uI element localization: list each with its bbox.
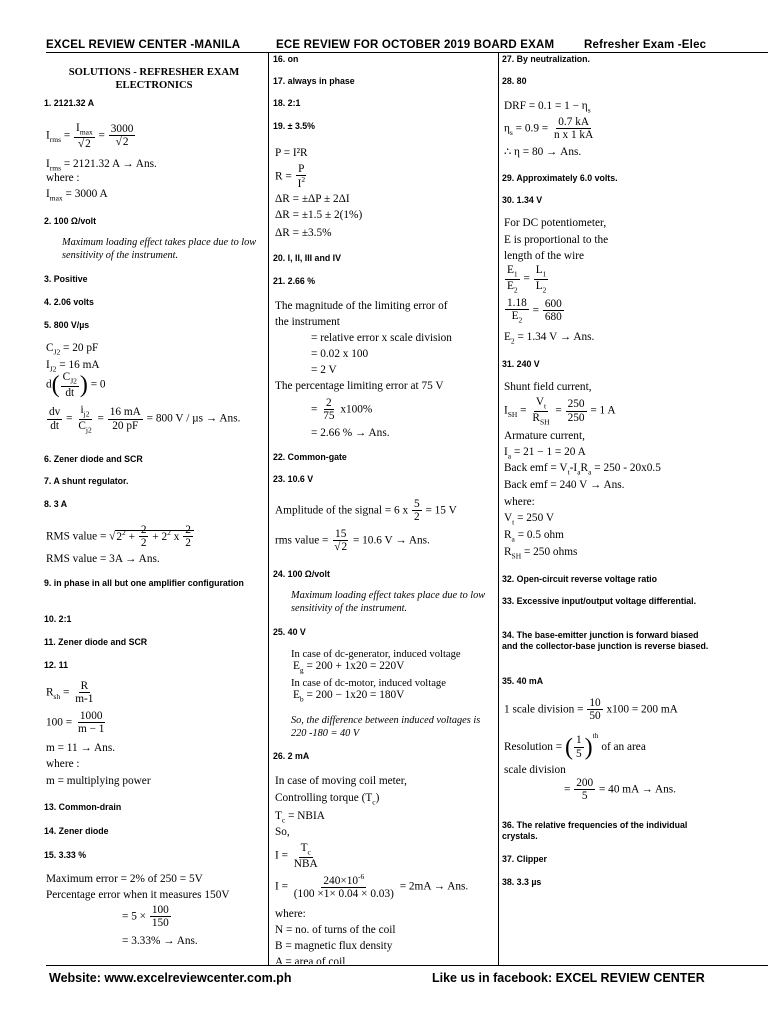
answer-3: 3. Positive	[44, 274, 88, 284]
formula-26e: I = $T_c$ NBA	[275, 842, 318, 870]
answer-12: 12. 11	[44, 660, 68, 670]
document-title: SOLUTIONS - REFRESHER EXAM ELECTRONICS	[68, 67, 240, 92]
formula-31d: $I_a = 21 - 1 = 20$ A	[504, 446, 586, 461]
answer-16: 16. on	[273, 54, 299, 64]
answer-5: 5. 800 V/µs	[44, 320, 90, 330]
formula-15d: = 3.33% → Ans.	[122, 935, 198, 947]
answer-9: 9. in phase in all but one amplifier configuration	[44, 578, 244, 588]
text-26i: A = area of coil	[275, 956, 346, 964]
formula-5c: d( $\frac{C_{J2}}{dt}$ ) = 0	[46, 371, 106, 399]
note-24: Maximum loading effect takes place due to low sensitivity of the instrument.	[291, 590, 486, 614]
text-26-where: where:	[275, 908, 306, 920]
answer-4: 4. 2.06 volts	[44, 297, 94, 307]
text-31-where: where:	[504, 496, 535, 508]
column-3	[502, 52, 720, 964]
formula-21g: = $\frac{2}{75}$ x100%	[311, 397, 373, 423]
answer-14: 14. Zener diode	[44, 826, 109, 836]
formula-12-where: where :	[46, 758, 80, 770]
formula-30f: $E_2 = 1.34$ V → Ans.	[504, 331, 595, 346]
formula-23b: rms value = $\frac{15}{√2}$ = 10.6 V → Ans.	[275, 528, 430, 554]
answer-19: 19. ± 3.5%	[273, 121, 315, 131]
formula-31i: $R_{SH} = 250$ ohms	[504, 546, 578, 561]
column-1	[44, 52, 262, 964]
text-25c: In case of dc-motor, induced voltage	[291, 678, 446, 689]
text-21a: The magnitude of the limiting error of	[275, 300, 448, 312]
formula-28a: DRF = $0.1 = 1 - \eta_s$	[504, 100, 591, 115]
formula-15c: = 5 × $\frac{100}{150}$	[122, 904, 169, 930]
text-26g: N = no. of turns of the coil	[275, 924, 396, 936]
answer-18: 18. 2:1	[273, 98, 301, 108]
formula-12c: m = 11 → Ans.	[46, 742, 116, 754]
note-2: Maximum loading effect takes place due to low sensitivity of the instrument.	[62, 237, 257, 261]
header-left: EXCEL REVIEW CENTER -MANILA	[46, 39, 241, 51]
formula-35a: 1 scale division = $\frac{10}{50}$ x100 = 200 mA	[504, 697, 678, 723]
text-30a: For DC potentiometer,	[504, 217, 607, 229]
answer-22: 22. Common-gate	[273, 452, 347, 462]
formula-35b: Resolution = ( $\frac{1}{5}$ )$^{th}$ of an area	[504, 731, 646, 761]
formula-5a: $C_{J2} = 20$ pF	[46, 342, 99, 357]
text-21e: = 2 V	[311, 364, 337, 376]
text-31a: Shunt field current,	[504, 381, 592, 393]
answer-32: 32. Open-circuit reverse voltage ratio	[502, 574, 657, 584]
answer-20: 20. I, II, III and IV	[273, 253, 341, 263]
text-26a: In case of moving coil meter,	[275, 775, 407, 787]
column-divider-1	[268, 52, 269, 965]
formula-25b: $E_g = 200 + 1x20 = 220V$	[293, 660, 405, 675]
formula-26c: $T_c$ = NBIA	[275, 810, 325, 825]
formula-31b: $I_{SH}$ = $V_t$ $R_{SH}$ = $\frac{250}{250}$ = 1 A	[504, 396, 616, 426]
formula-8a: RMS value = $√2^2$ + $\frac{2}{2}$ + $2^2$ x $\frac{2}{2}$	[46, 524, 194, 550]
answer-2: 2. 100 Ω/volt	[44, 216, 97, 226]
answer-11: 11. Zener diode and SCR	[44, 637, 148, 647]
footer-rule	[46, 965, 768, 966]
column-divider-2	[498, 52, 499, 965]
header-right: Refresher Exam -Elec	[584, 39, 707, 51]
formula-28c: ∴ η = 80 → Ans.	[504, 146, 582, 158]
text-35c: scale division	[504, 764, 566, 776]
text-31c: Armature current,	[504, 430, 585, 442]
text-21f: The percentage limiting error at 75 V	[275, 380, 444, 392]
formula-19e: ΔR = ±3.5%	[275, 227, 332, 239]
answer-21: 21. 2.66 %	[273, 276, 316, 286]
formula-30e: $\frac{1.18}{E_2}$ = $\frac{600}{680}$	[507, 297, 562, 325]
text-26d: So,	[275, 826, 290, 838]
formula-19c: ΔR = ±ΔP ± 2ΔI	[275, 193, 350, 205]
formula-19d: ΔR = ±1.5 ± 2(1%)	[275, 209, 363, 221]
answer-28: 28. 80	[502, 76, 527, 86]
text-26b: Controlling torque $(T_c)$	[275, 792, 380, 807]
answer-35: 35. 40 mA	[502, 676, 544, 686]
formula-12d: m = multiplying power	[46, 775, 151, 787]
answer-33: 33. Excessive input/output voltage differential.	[502, 596, 697, 606]
answer-8: 8. 3 A	[44, 499, 68, 509]
answer-7: 7. A shunt regulator.	[44, 476, 129, 486]
answer-38: 38. 3.3 µs	[502, 877, 542, 887]
column-2	[273, 52, 495, 964]
formula-19a: P = I²R	[275, 147, 308, 159]
formula-31g: $V_t = 250$ V	[504, 512, 555, 527]
formula-30d: $\frac{E_1}{E_2}$ = $\frac{L_1}{L_2}$	[507, 264, 547, 294]
header-center: ECE REVIEW FOR OCTOBER 2019 BOARD EXAM	[276, 39, 555, 51]
text-30c: length of the wire	[504, 250, 584, 262]
answer-34: 34. The base-emitter junction is forward biased and the collector-base junction is reverse biased.	[502, 630, 709, 651]
answer-10: 10. 2:1	[44, 614, 72, 624]
answer-29: 29. Approximately 6.0 volts.	[502, 173, 618, 183]
formula-31f: Back emf = 240 V → Ans.	[504, 479, 625, 491]
formula-35d: = $\frac{200}{5}$ = 40 mA → Ans.	[564, 777, 676, 803]
text-21d: = 0.02 x 100	[311, 348, 369, 360]
formula-15a: Maximum error = 2% of 250 = 5V	[46, 873, 203, 885]
answer-23: 23. 10.6 V	[273, 474, 314, 484]
page-footer	[0, 971, 768, 987]
formula-23a: Amplitude of the signal = 6 x $\frac{5}{2}$ = 15 V	[275, 498, 457, 524]
formula-19b: R = $\frac{P}{I^2}$	[275, 163, 306, 191]
answer-30: 30. 1.34 V	[502, 195, 543, 205]
answer-36: 36. The relative frequencies of the individual crystals.	[502, 820, 688, 841]
formula-31e: Back emf = $V_t-I_aR_a = 250 - 20x0.5$	[504, 462, 661, 477]
formula-1b: $I_{rms} = 2121.32$ A → Ans.	[46, 158, 157, 173]
answer-6: 6. Zener diode and SCR	[44, 454, 143, 464]
note-25: So, the difference between induced voltages is 220 -180 = 40 V	[291, 715, 481, 739]
answer-13: 13. Common-drain	[44, 802, 122, 812]
answer-26: 26. 2 mA	[273, 751, 310, 761]
answer-31: 31. 240 V	[502, 359, 540, 369]
footer-facebook: Like us in facebook: EXCEL REVIEW CENTER	[432, 971, 705, 985]
answer-15: 15. 3.33 %	[44, 850, 87, 860]
formula-26f: I = $\frac{240\times 10^{-6}}{(100 \times 1\times 0.04 \times 0.03)}$ = 2mA → Ans.	[275, 872, 469, 901]
text-21b: the instrument	[275, 316, 340, 328]
answer-27: 27. By neutralization.	[502, 54, 590, 64]
footer-website: Website: www.excelreviewcenter.com.ph	[49, 971, 292, 985]
formula-12b: 100 = $\frac{1000}{m - 1}$	[46, 710, 105, 736]
text-21c: = relative error x scale division	[311, 332, 452, 344]
formula-1-where: where :	[46, 172, 80, 184]
answer-1: 1. 2121.32 A	[44, 98, 95, 108]
text-25a: In case of dc-generator, induced voltage	[291, 649, 461, 660]
text-30b: E is proportional to the	[504, 234, 609, 246]
formula-1c: $I_{max} = 3000$ A	[46, 188, 108, 203]
formula-21h: = 2.66 % → Ans.	[311, 427, 390, 439]
formula-5b: $I_{J2} = 16$ mA	[46, 359, 100, 374]
answer-17: 17. always in phase	[273, 76, 355, 86]
formula-5d: $\frac{dv}{dt}$ = $\frac{i_{j2}}{C_{j2}}$ = $\frac{16 mA}{20 pF}$ = 800 V / µs → Ans.	[49, 404, 241, 434]
text-26h: B = magnetic flux density	[275, 940, 393, 952]
formula-15b: Percentage error when it measures 150V	[46, 889, 230, 901]
formula-12a: $R_{sh}$ = $\frac{R}{m-1}$	[46, 680, 94, 706]
answer-37: 37. Clipper	[502, 854, 547, 864]
answer-24: 24. 100 Ω/volt	[273, 569, 330, 579]
answer-25: 25. 40 V	[273, 627, 306, 637]
formula-8b: RMS value = 3A → Ans.	[46, 553, 160, 565]
formula-25d: $E_b = 200 - 1x20 = 180V$	[293, 689, 405, 704]
formula-28b: $\eta_s = 0.9$ = $\frac{0.7 kA}{\text{n x 1 kA}}$	[504, 116, 594, 142]
formula-1a: $I_{rms}$ = $I_{max}$ √2 = $\frac{3000}{√2}$	[46, 122, 134, 150]
formula-31h: $R_a = 0.5$ ohm	[504, 529, 564, 544]
